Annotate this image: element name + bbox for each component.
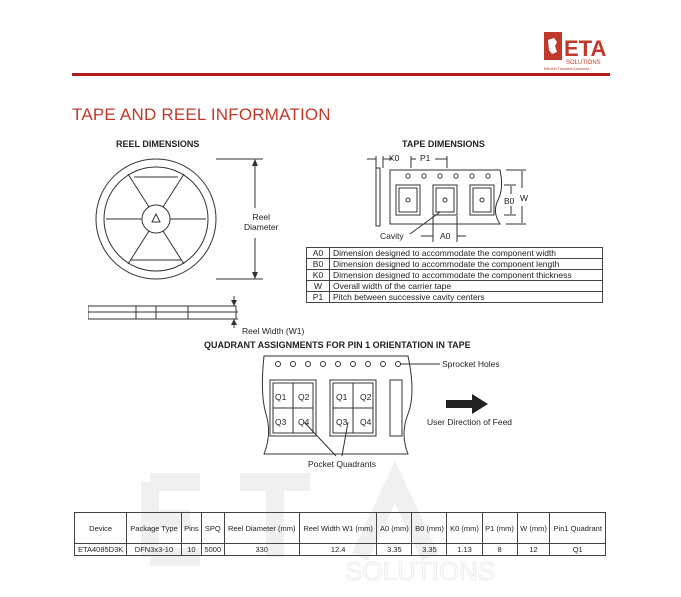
column-header: Device (75, 513, 127, 544)
logo-tagline: Efficient Transient Advanced (544, 67, 590, 71)
reel-drawing (88, 150, 328, 340)
quadrant-q4: Q4 (298, 417, 310, 427)
quadrant-drawing (258, 354, 518, 464)
watermark-text: SOLUTIONS (345, 556, 496, 586)
dimension-legend (306, 247, 603, 303)
a0-label: A0 (440, 231, 451, 241)
quadrant-q4-b: Q4 (360, 417, 372, 427)
legend-desc: Overall width of the carrier tape (330, 281, 603, 292)
w-label: W (520, 193, 529, 203)
table-cell: 3.35 (377, 544, 412, 556)
reel-width-label: Reel Width (W1) (242, 326, 305, 336)
tape-reel-spec-table (74, 512, 606, 556)
quadrant-q1-b: Q1 (336, 392, 348, 402)
legend-key: B0 (307, 259, 330, 270)
column-header: Reel Width W1 (mm) (299, 513, 376, 544)
table-row (75, 544, 606, 556)
quadrant-q3-b: Q3 (336, 417, 348, 427)
quadrant-q2: Q2 (298, 392, 310, 402)
reel-diameter-label: Reel Diameter (244, 212, 279, 232)
section-title: TAPE AND REEL INFORMATION (72, 105, 331, 124)
p1-label: P1 (420, 153, 431, 163)
column-header: Pins (181, 513, 201, 544)
legend-row (307, 270, 603, 281)
column-header: Reel Diameter (mm) (224, 513, 299, 544)
quadrant-title: QUADRANT ASSIGNMENTS FOR PIN 1 ORIENTATION IN TAPE (204, 340, 471, 350)
cavity-label: Cavity (380, 231, 404, 241)
logo-sub: SOLUTIONS (566, 60, 601, 66)
column-header: Pin1 Quadrant (550, 513, 606, 544)
legend-row (307, 292, 603, 303)
b0-label: B0 (504, 196, 515, 206)
legend-desc: Dimension designed to accommodate the component length (330, 259, 603, 270)
table-cell: DFN3x3-10 (127, 544, 181, 556)
legend-desc: Dimension designed to accommodate the component thickness (330, 270, 603, 281)
column-header: Package Type (127, 513, 181, 544)
eta-logo (544, 32, 610, 72)
k0-label: K0 (389, 153, 400, 163)
column-header: W (mm) (517, 513, 550, 544)
quadrant-q3: Q3 (275, 417, 287, 427)
table-cell: Q1 (550, 544, 606, 556)
table-cell: 1.13 (447, 544, 482, 556)
column-header: K0 (mm) (447, 513, 482, 544)
logo-text: ETA (564, 36, 607, 61)
header-rule (72, 73, 610, 76)
legend-row (307, 248, 603, 259)
pocket-quadrants-label: Pocket Quadrants (308, 459, 377, 469)
table-cell: 5000 (202, 544, 225, 556)
table-cell: 3.35 (412, 544, 447, 556)
column-header: A0 (mm) (377, 513, 412, 544)
legend-desc: Dimension designed to accommodate the component width (330, 248, 603, 259)
legend-key: P1 (307, 292, 330, 303)
table-cell: 10 (181, 544, 201, 556)
legend-row (307, 259, 603, 270)
legend-key: K0 (307, 270, 330, 281)
reel-dimensions-title: REEL DIMENSIONS (116, 139, 200, 149)
column-header: B0 (mm) (412, 513, 447, 544)
legend-key: A0 (307, 248, 330, 259)
table-cell: 330 (224, 544, 299, 556)
legend-row (307, 281, 603, 292)
legend-key: W (307, 281, 330, 292)
column-header: P1 (mm) (482, 513, 517, 544)
column-header: SPQ (202, 513, 225, 544)
tape-dimensions-title: TAPE DIMENSIONS (402, 139, 485, 149)
feed-direction-label: User Direction of Feed (427, 417, 513, 427)
quadrant-q2-b: Q2 (360, 392, 372, 402)
legend-desc: Pitch between successive cavity centers (330, 292, 603, 303)
table-cell: 8 (482, 544, 517, 556)
quadrant-q1: Q1 (275, 392, 287, 402)
table-header-row (75, 513, 606, 544)
table-cell: 12.4 (299, 544, 376, 556)
sprocket-holes-label: Sprocket Holes (442, 359, 500, 369)
table-cell: ETA4085D3K (75, 544, 127, 556)
table-cell: 12 (517, 544, 550, 556)
